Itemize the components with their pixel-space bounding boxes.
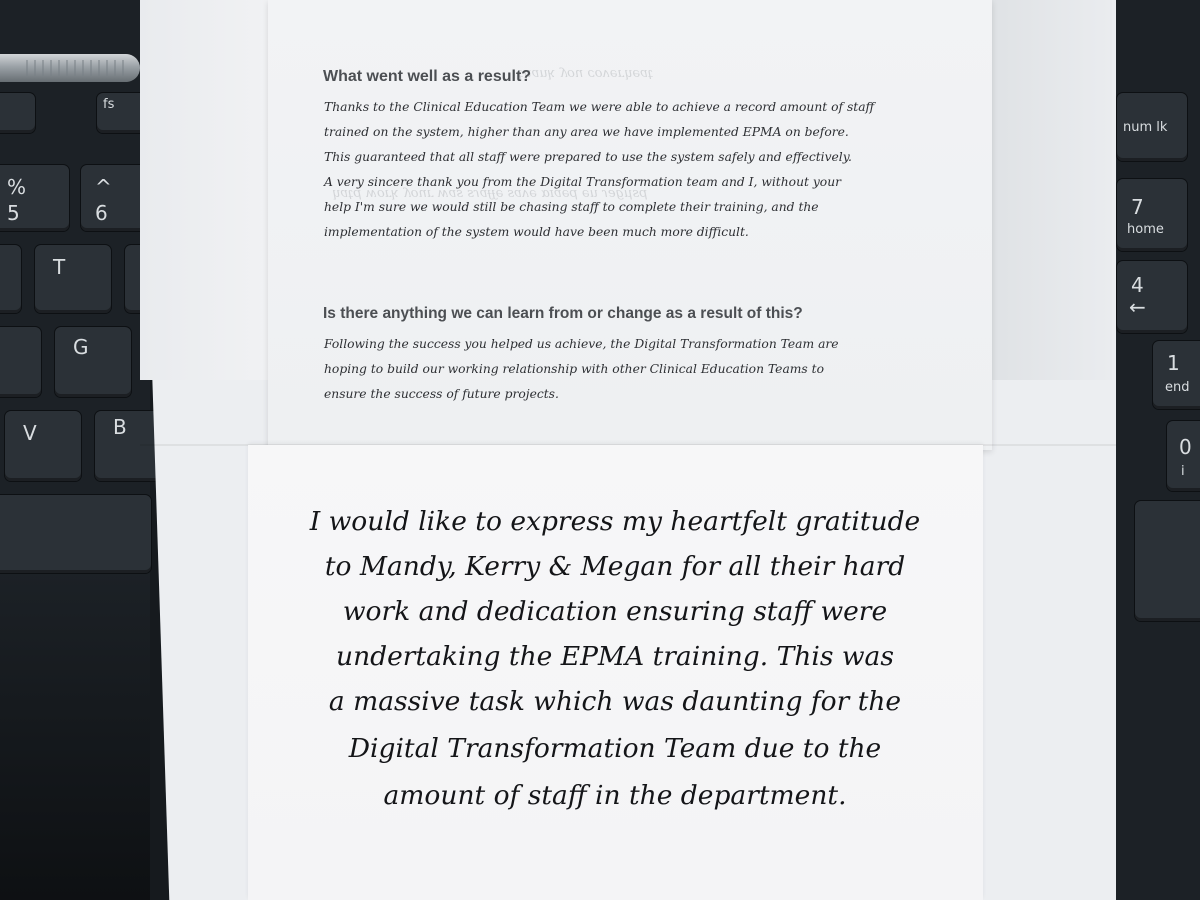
key-num-4-main: 4 — [1131, 273, 1144, 297]
section1-line: implementation of the system would have been much more difficult. — [324, 225, 749, 239]
key-num-7-sub: home — [1127, 222, 1164, 237]
key-6-shift: ^ — [95, 175, 112, 199]
key-num-1-sub: end — [1165, 380, 1190, 395]
note-line: amount of staff in the department. — [383, 780, 847, 811]
section2-line: hoping to build our working relationship with other Clinical Education Teams to — [324, 362, 824, 376]
show-through-text: psµgeɾ uə pəɐɪɑ əʌɐs əɟɟɐɾs sɐʍ ɹnoʎ ʞɹoʍ pʇɐɥ — [332, 186, 648, 201]
key-v-label: V — [23, 421, 37, 445]
key-blank-top — [0, 92, 36, 134]
key-num-0 — [1166, 420, 1200, 492]
key-num-0-main: 0 — [1179, 435, 1192, 459]
key-5-shift: % — [7, 175, 27, 199]
key-num-lock — [1116, 92, 1188, 162]
card-right-flap — [990, 0, 1112, 380]
note-line: to Mandy, Kerry & Megan for all their hard — [324, 551, 906, 582]
section2-line: Following the success you helped us achieve, the Digital Transformation Team are — [324, 337, 839, 351]
section1-line: help I'm sure we would still be chasing staff to complete their training, and the — [324, 200, 819, 214]
key-f — [0, 326, 42, 398]
keyboard-right — [1104, 0, 1200, 900]
section2-line: ensure the success of future projects. — [324, 387, 559, 401]
key-r — [0, 244, 22, 314]
section1-heading: What went well as a result? — [323, 68, 532, 85]
key-6-main: 6 — [95, 201, 108, 225]
key-t — [34, 244, 112, 314]
section2-heading: Is there anything we can learn from or change as a result of this? — [323, 305, 803, 322]
key-num-0-sub: i — [1181, 464, 1185, 479]
keyboard-left — [0, 0, 150, 900]
key-num-7-main: 7 — [1131, 195, 1144, 219]
key-5-main: 5 — [7, 201, 20, 225]
section1-line: This guaranteed that all staff were prepared to use the system safely and effectively. — [324, 150, 852, 164]
key-fs-label: fs — [103, 97, 115, 112]
key-num-4-sub: ← — [1129, 295, 1146, 319]
desk-shadow — [0, 570, 150, 900]
note-line: undertaking the EPMA training. This was — [336, 641, 894, 672]
key-num-1-main: 1 — [1167, 351, 1180, 375]
section1-line: trained on the system, higher than any area we have implemented EPMA on before. — [324, 125, 849, 139]
note-line: I would like to express my heartfelt gratitude — [309, 506, 921, 537]
key-t-label: T — [53, 255, 66, 279]
note-line: a massive task which was daunting for the — [328, 686, 902, 717]
key-num-1 — [1152, 340, 1200, 410]
section1-line: A very sincere thank you from the Digital Transformation team and I, without your — [324, 175, 841, 189]
key-num-4 — [1116, 260, 1188, 334]
key-num-7 — [1116, 178, 1188, 252]
key-g-label: G — [73, 335, 89, 359]
note-line: Digital Transformation Team due to the — [348, 733, 882, 764]
key-num-bottom — [1134, 500, 1200, 622]
show-through-text-2: ʇɐəɥɹəʌoɔ noʎ ʞuɐɥʇ — [518, 66, 654, 81]
section1-line: Thanks to the Clinical Education Team we were able to achieve a record amount of staff — [324, 100, 875, 114]
pen-grip — [20, 60, 130, 76]
key-b-label: B — [113, 415, 127, 439]
note-line: work and dedication ensuring staff were — [342, 596, 888, 627]
key-v — [4, 410, 82, 482]
key-num-lock-label: num lk — [1123, 120, 1168, 135]
key-g — [54, 326, 132, 398]
card-left-flap — [140, 0, 275, 380]
key-5 — [0, 164, 70, 232]
key-space — [0, 494, 152, 574]
